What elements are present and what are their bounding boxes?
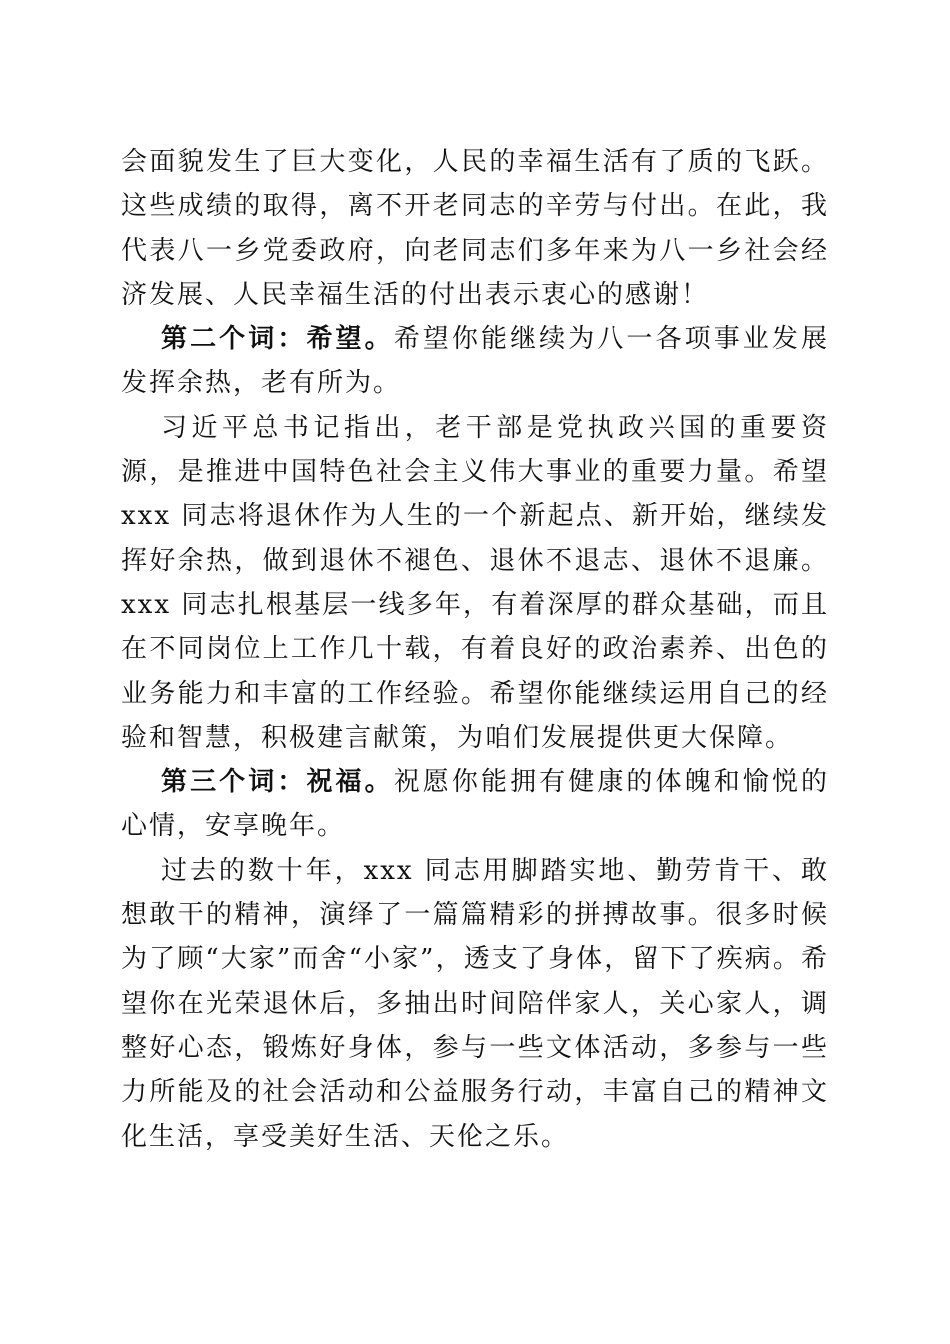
paragraph-second-word	[121, 317, 829, 406]
paragraph-lead-heading: 第二个词：希望。	[161, 324, 394, 355]
paragraph-text: 会面貌发生了巨大变化，人民的幸福生活有了质的飞跃。这些成绩的取得，离不开老同志的辛劳与付出。在此，我代表八一乡党委政府，向老同志们多年来为八一乡社会经济发展、人民幸福生活的付出表示衷心的感谢！	[121, 147, 829, 310]
paragraph-hope-detail	[121, 406, 829, 760]
paragraph-third-word	[121, 760, 829, 849]
paragraph-lead-heading: 第三个词：祝福。	[161, 767, 394, 798]
paragraph-text: 习近平总书记指出，老干部是党执政兴国的重要资源，是推进中国特色社会主义伟大事业的重要力量。希望 xxx 同志将退休作为人生的一个新起点、新开始，继续发挥好余热，做到退休不褪色、退休不退志、退休不退廉。xxx 同志扎根基层一线多年，有着深厚的群众基础，而且在不同岗位上工作几十载，有着良好的政治素养、出色的业务能力和丰富的工作经验。希望你能继续运用自己的经验和智慧，积极建言献策，为咱们发展提供更大保障。	[121, 412, 829, 753]
document-body	[121, 140, 829, 1159]
paragraph-text: 祝愿你能拥有健康的体魄和愉悦的心情，安享晚年。	[121, 767, 829, 842]
paragraph-text: 希望你能继续为八一各项事业发展发挥余热，老有所为。	[121, 324, 829, 399]
paragraph-text: 过去的数十年，xxx 同志用脚踏实地、勤劳肯干、敢想敢干的精神，演绎了一篇篇精彩的拼搏故事。很多时候为了顾“大家”而舍“小家”，透支了身体，留下了疾病。希望你在光荣退休后，多抽出时间陪伴家人，关心家人，调整好心态，锻炼好身体，参与一些文体活动，多参与一些力所能及的社会活动和公益服务行动，丰富自己的精神文化生活，享受美好生活、天伦之乐。	[121, 855, 829, 1152]
paragraph-blessing-detail	[121, 849, 829, 1159]
paragraph-continued	[121, 140, 829, 317]
